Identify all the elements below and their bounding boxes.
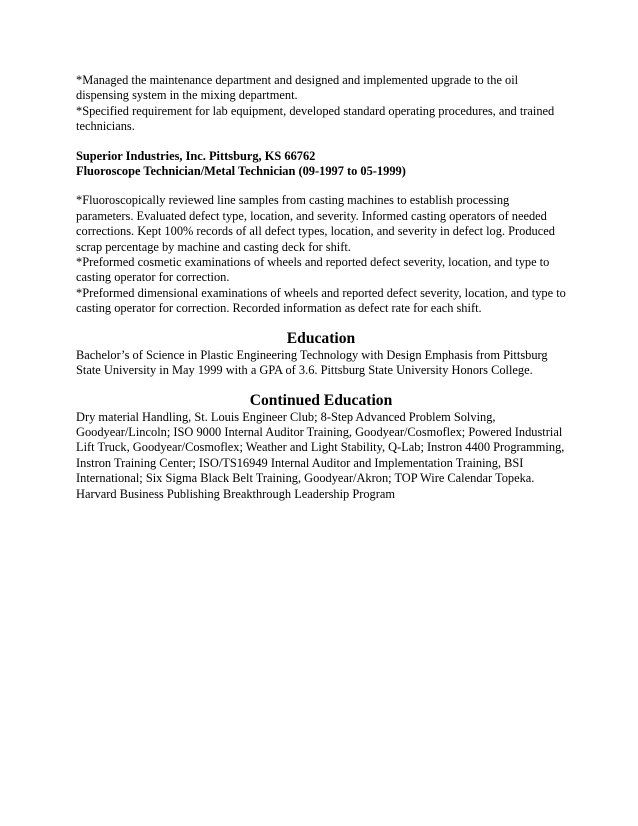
superior-industries-section <box>76 149 566 317</box>
job-bullet: *Managed the maintenance department and designed and implemented upgrade to the oil dispensing system in the mixing department. <box>76 73 519 103</box>
previous-job-section <box>76 73 566 135</box>
education-text: Bachelor’s of Science in Plastic Engineering Technology with Design Emphasis from Pittsburg State University in May 1999 with a GPA of 3.6. Pittsburg State University Honors College. <box>76 347 548 378</box>
spacer <box>76 179 566 193</box>
continued-education-text: Dry material Handling, St. Louis Engineer Club; 8-Step Advanced Problem Solving, Goodyear/Lincoln; ISO 9000 Internal Auditor Training, Goodyear/Cosmoflex; Powered Industrial Lift Truck, Goodyear/Cosmoflex; Weather and Light Stability, Q-Lab; Instron 4400 Programming, Instron Training Center; ISO/TS16949 Internal Auditor and Implementation Training, BSI International; Six Sigma Black Belt Training, Goodyear/Akron; TOP Wire Calendar Topeka. Harvard Business Publishing Breakthrough Leadership Program <box>76 409 565 501</box>
spacer <box>76 379 566 391</box>
continued-education-section <box>76 391 566 502</box>
spacer <box>76 317 566 329</box>
education-heading: Education <box>286 329 356 347</box>
spacer <box>76 135 566 149</box>
education-section <box>76 329 566 379</box>
job-title: Fluoroscope Technician/Metal Technician (09-1997 to 05-1999) <box>76 164 406 179</box>
job-bullet: *Fluoroscopically reviewed line samples from casting machines to establish processing parameters. Evaluated defect type, location, and severity. Informed casting operators of needed corrections. Kept 100% records of all defect types, location, and severity in defect log. Produced scrap percentage by machine and casting deck for shift. <box>76 193 555 254</box>
job-bullet: *Preformed dimensional examinations of wheels and reported defect severity, location, and type to casting operator for correction. Recorded information as defect rate for each shift. <box>76 285 566 316</box>
resume-page <box>76 73 566 502</box>
job-bullet: *Specified requirement for lab equipment, developed standard operating procedures, and trained technicians. <box>76 103 555 134</box>
continued-education-heading: Continued Education <box>249 391 393 409</box>
job-employer: Superior Industries, Inc. Pittsburg, KS 66762 <box>76 148 316 163</box>
job-bullet: *Preformed cosmetic examinations of wheels and reported defect severity, location, and type to casting operator for correction. <box>76 255 550 285</box>
